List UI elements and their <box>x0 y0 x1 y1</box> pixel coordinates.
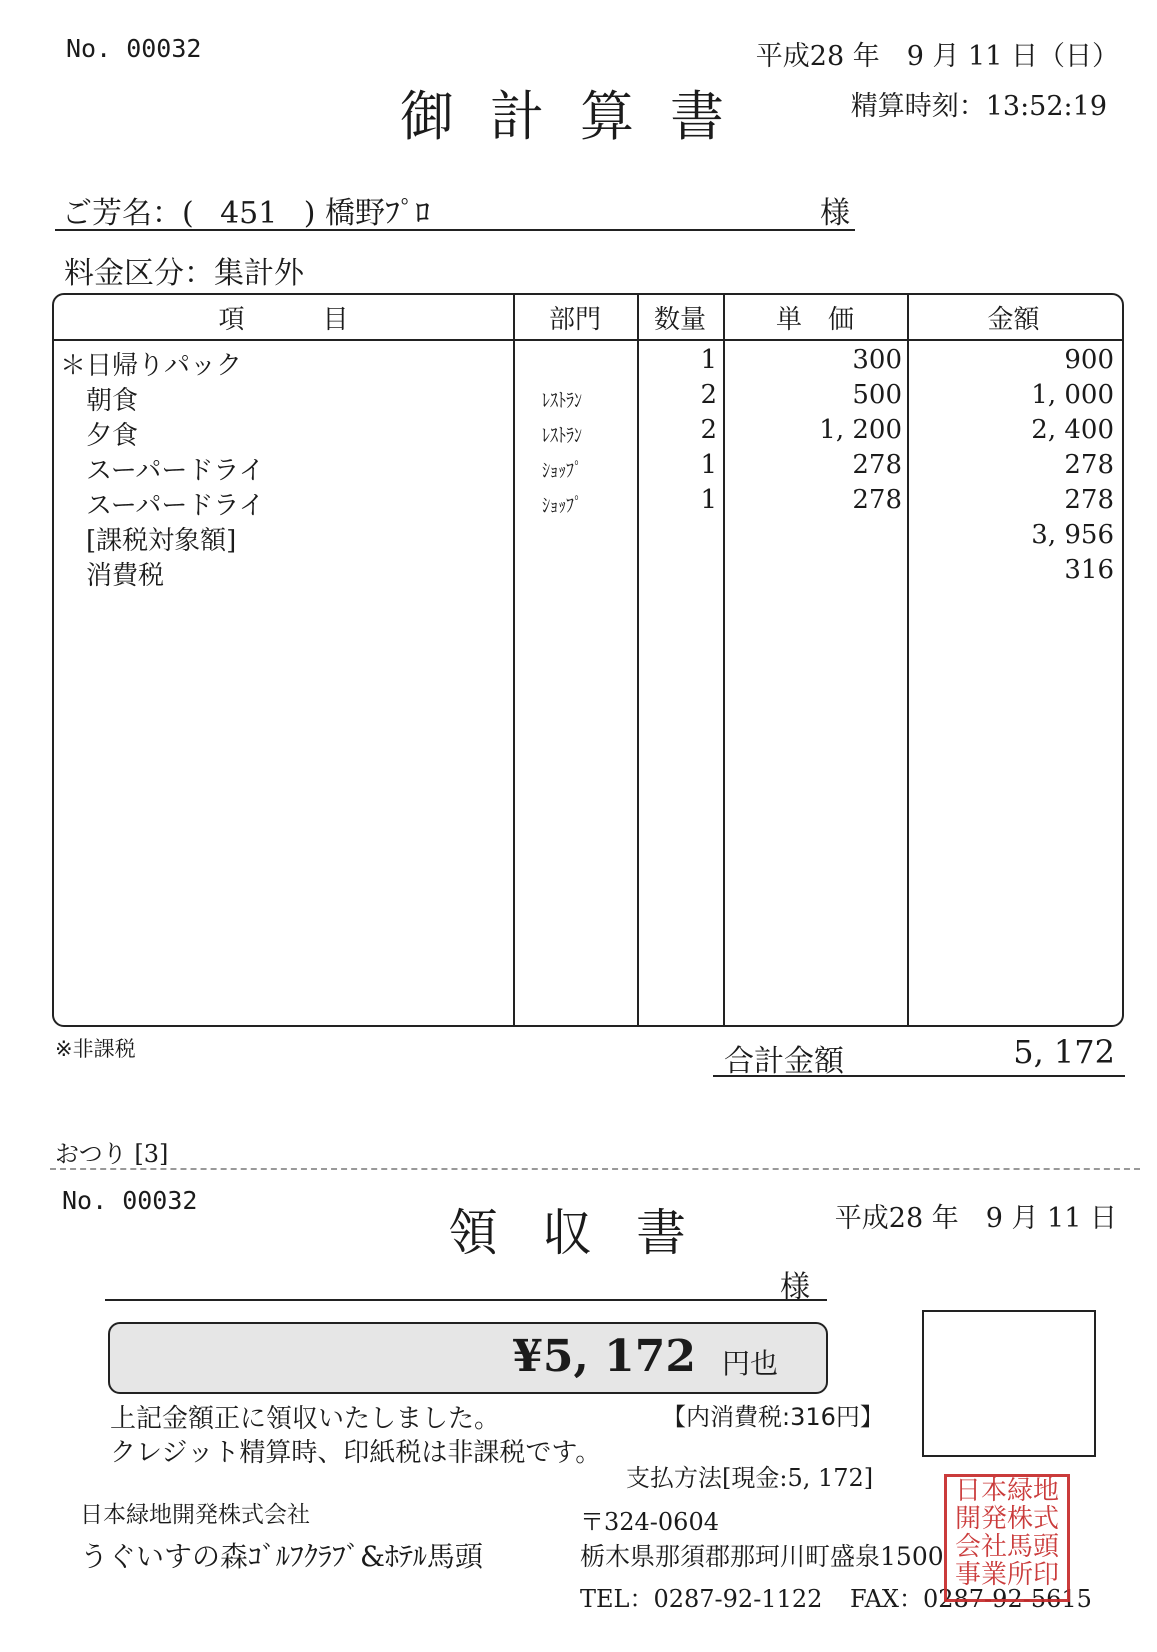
table-row <box>54 450 1122 485</box>
row-unit-price: 500 <box>852 380 902 410</box>
header-item: 項 目 <box>218 305 349 335</box>
table-row <box>54 520 1122 555</box>
header-divider <box>54 339 1122 341</box>
guest-honorific: 様 <box>820 196 850 231</box>
company-name: 日本緑地開発株式会社 <box>80 1502 310 1528</box>
row-amount: 278 <box>1064 485 1114 515</box>
receipt-date: 平成28 年 9 月 11 日 <box>834 1203 1117 1234</box>
row-dept: ﾚｽﾄﾗﾝ <box>542 388 582 412</box>
row-amount: 316 <box>1064 555 1114 585</box>
payment-method: 支払方法[現金:5, 172] <box>626 1464 874 1492</box>
receipt-amount-box <box>108 1322 828 1394</box>
rate-type: 料金区分：集計外 <box>64 256 304 291</box>
telephone: TEL：0287-92-1122 <box>580 1585 823 1613</box>
table-row <box>54 555 1122 590</box>
seal-line: 会社馬頭 <box>954 1532 1059 1563</box>
header-amount: 金額 <box>987 305 1040 335</box>
company-seal-stamp <box>944 1474 1070 1602</box>
row-item: [課税対象額] <box>60 526 237 556</box>
fax: FAX：0287-92-5615 <box>850 1585 1092 1613</box>
table-row <box>54 485 1122 520</box>
row-amount: 278 <box>1064 450 1114 480</box>
bill-number: No. 00032 <box>66 34 202 63</box>
seal-line: 開発株式 <box>954 1504 1059 1535</box>
seal-line: 事業所印 <box>954 1560 1059 1591</box>
guest-underline <box>55 229 855 231</box>
table-row <box>54 380 1122 415</box>
bill-title: 御計算書 <box>400 85 760 148</box>
included-tax: 【内消費税:316円】 <box>662 1403 884 1431</box>
seal-line: 日本緑地 <box>954 1476 1059 1506</box>
row-item: 消費税 <box>60 561 165 591</box>
row-qty: 2 <box>700 380 717 410</box>
header-unit-price: 単 価 <box>775 305 854 335</box>
settle-time: 精算時刻：13:52:19 <box>850 91 1107 122</box>
table-row <box>54 415 1122 450</box>
receipt-name-underline <box>105 1299 827 1301</box>
receipt-number: No. 00032 <box>62 1186 198 1215</box>
hotel-name: うぐいすの森ｺﾞﾙﾌｸﾗﾌﾞ&ﾎﾃﾙ馬頭 <box>80 1540 483 1573</box>
guest-name-field <box>62 188 430 232</box>
perforation-line <box>50 1168 1140 1170</box>
row-amount: 2, 400 <box>1031 415 1114 445</box>
row-dept: ｼｮｯﾌﾟ <box>542 493 582 517</box>
row-qty: 1 <box>700 450 717 480</box>
row-qty: 1 <box>700 345 717 375</box>
table-row <box>54 345 1122 380</box>
credit-note: クレジット精算時、印紙税は非課税です。 <box>110 1438 602 1468</box>
row-amount: 900 <box>1064 345 1114 375</box>
receipt-amount-suffix: 円也 <box>721 1347 778 1380</box>
row-item: スーパードライ <box>60 491 265 521</box>
row-unit-price: 278 <box>852 450 902 480</box>
guest-number: 451 <box>220 196 278 231</box>
row-item: 朝食 <box>60 386 139 416</box>
row-qty: 1 <box>700 485 717 515</box>
receipt-title: 領収書 <box>448 1204 730 1262</box>
receipt-amount: ¥5, 172 <box>512 1331 696 1382</box>
total-underline <box>713 1075 1125 1077</box>
row-unit-price: 278 <box>852 485 902 515</box>
revenue-stamp-box <box>922 1310 1096 1457</box>
row-qty: 2 <box>700 415 717 445</box>
row-unit-price: 1, 200 <box>819 415 902 445</box>
total-label: 合計金額 <box>724 1044 844 1079</box>
postal-code: 〒324-0604 <box>580 1508 719 1536</box>
row-dept: ﾚｽﾄﾗﾝ <box>542 423 582 447</box>
address: 栃木県那須郡那珂川町盛泉1500 <box>580 1542 944 1571</box>
row-amount: 3, 956 <box>1031 520 1114 550</box>
charges-table <box>52 293 1124 1027</box>
row-item: 夕食 <box>60 421 139 451</box>
row-dept: ｼｮｯﾌﾟ <box>542 458 582 482</box>
row-amount: 1, 000 <box>1031 380 1114 410</box>
nontax-note: ※非課税 <box>55 1037 136 1061</box>
guest-name: ) 橋野ﾌﾟﾛ <box>303 196 430 231</box>
row-item: スーパードライ <box>60 456 265 486</box>
total-value: 5, 172 <box>1013 1033 1115 1071</box>
bill-date: 平成28 年 9 月 11 日（日） <box>755 41 1119 72</box>
row-unit-price: 300 <box>852 345 902 375</box>
header-dept: 部門 <box>548 305 601 335</box>
guest-label: ご芳名：( <box>62 196 194 231</box>
receipt-honorific: 様 <box>780 1270 810 1305</box>
received-statement: 上記金額正に領収いたしました。 <box>110 1404 501 1434</box>
row-item: ＊日帰りパック <box>60 351 243 381</box>
header-qty: 数量 <box>653 305 706 335</box>
change-amount: おつり [3] <box>55 1140 169 1168</box>
